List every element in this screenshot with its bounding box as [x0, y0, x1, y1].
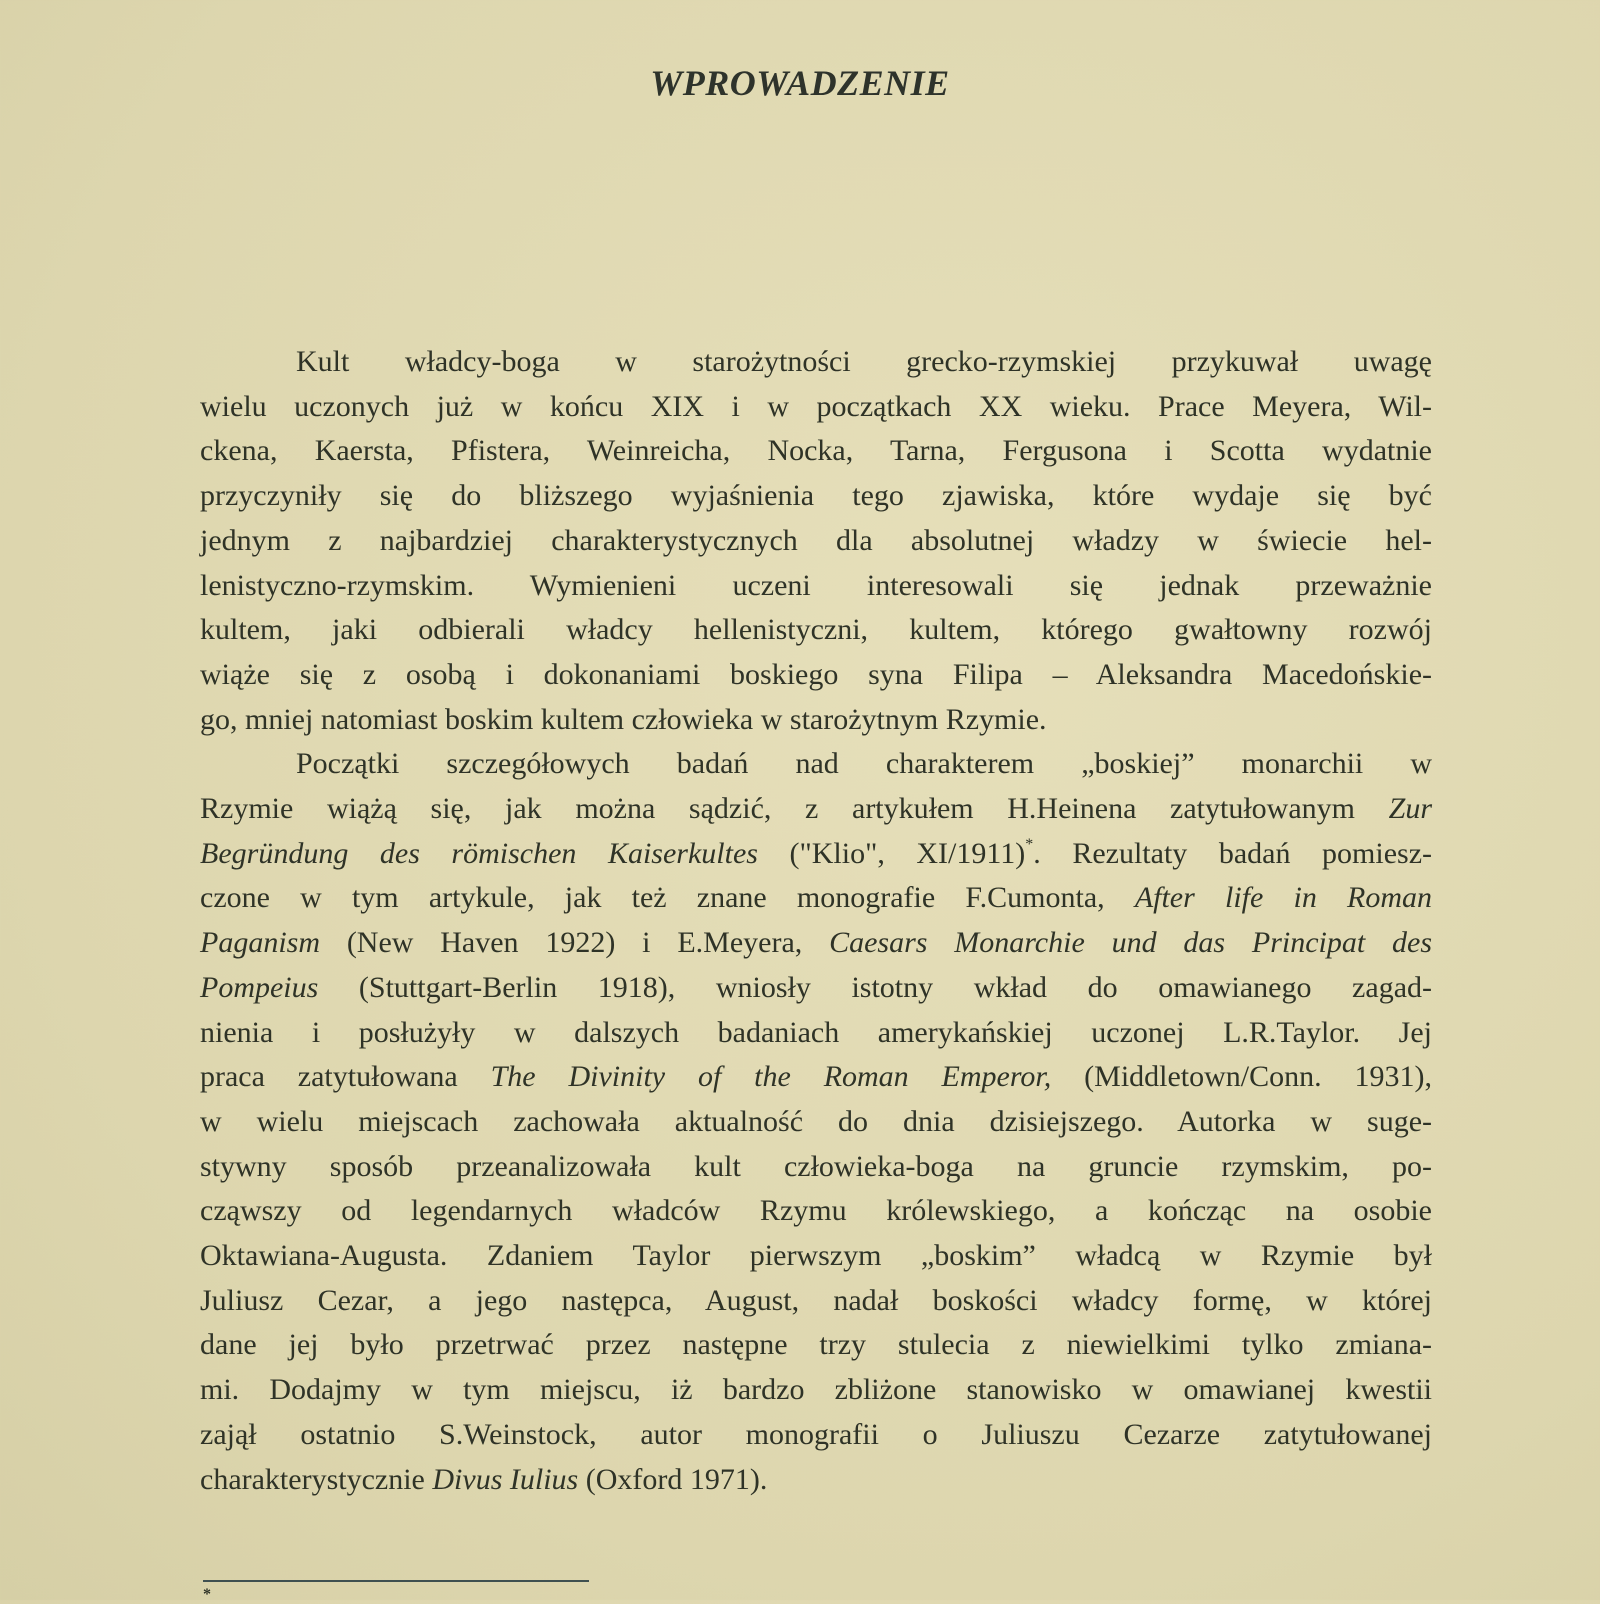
- footnote-divider: [203, 1580, 589, 1582]
- text-line: zajął ostatnio S.Weinstock, autor monografii o Juliuszu Cezarze zatytułowanej: [200, 1417, 1432, 1451]
- book-title: Pompeius: [200, 970, 319, 1004]
- book-title: Caesars Monarchie und das Principat des: [829, 926, 1432, 960]
- text-line: jednym z najbardziej charakterystycznych dla absolutnej władzy w świecie hel-: [200, 523, 1432, 557]
- text-run: Rzymie wiążą się, jak można sądzić, z artykułem H.Heinena zatytułowanym: [200, 792, 1389, 826]
- text-run: (New Haven 1922) i E.Meyera,: [320, 926, 830, 960]
- text-line: [200, 921, 1432, 966]
- text-line: ckena, Kaersta, Pfistera, Weinreicha, Nocka, Tarna, Fergusona i Scotta wydatnie: [200, 434, 1432, 468]
- text-line: dane jej było przetrwać przez następne trzy stulecia z niewielkimi tylko zmiana-: [200, 1328, 1432, 1362]
- book-title: After life in Roman: [1134, 881, 1432, 915]
- text-run: (Stuttgart-Berlin 1918), wniosły istotny wkład do omawianego zagad-: [318, 970, 1432, 1004]
- paragraph-1: [200, 340, 1432, 742]
- book-title: Zur: [1388, 792, 1432, 826]
- book-title: Divus Iulius: [432, 1462, 579, 1496]
- text-line: [200, 832, 1432, 877]
- text-run: ("Klio", XI/1911): [757, 836, 1026, 870]
- text-line: go, mniej natomiast boskim kultem człowieka w starożytnym Rzymie.: [200, 702, 1047, 736]
- text-line: Kult władcy-boga w starożytności grecko-rzymskiej przykuwał uwagę: [296, 345, 1432, 378]
- text-line: nienia i posłużyły w dalszych badaniach amerykańskiej uczonej L.R.Taylor. Jej: [200, 1015, 1432, 1049]
- text-run: charakterystycznie: [200, 1462, 433, 1496]
- text-line: Początki szczegółowych badań nad charakterem „boskiej” monarchii w: [296, 747, 1432, 781]
- text-line: Oktawiana-Augusta. Zdaniem Taylor pierwszym „boskim” władcą w Rzymie był: [200, 1239, 1432, 1273]
- body-text: [200, 340, 1432, 1502]
- text-line: [200, 876, 1432, 921]
- text-line: [200, 1055, 1432, 1100]
- text-line: przyczyniły się do bliższego wyjaśnienia tego zjawiska, które wydaje się być: [200, 479, 1432, 513]
- text-run: praca zatytułowana: [200, 1060, 491, 1094]
- text-line: cząwszy od legendarnych władców Rzymu królewskiego, a kończąc na osobie: [200, 1194, 1432, 1228]
- book-title: Begründung des römischen Kaiserkultes: [200, 836, 758, 870]
- paragraph-2: [200, 742, 1432, 1502]
- text-line: [200, 787, 1432, 832]
- footnote-reference: *: [1025, 835, 1034, 853]
- text-run: (Oxford 1971).: [578, 1462, 768, 1496]
- text-line: lenistyczno-rzymskim. Wymienieni uczeni interesowali się jednak przeważnie: [200, 568, 1432, 602]
- text-line: wiąże się z osobą i dokonaniami boskiego syna Filipa – Aleksandra Macedońskie-: [200, 657, 1432, 691]
- text-run: czone w tym artykule, jak też znane monografie F.Cumonta,: [200, 881, 1135, 915]
- text-line: [200, 966, 1432, 1011]
- text-run: (Middletown/Conn. 1931),: [1051, 1060, 1432, 1094]
- text-line: wielu uczonych już w końcu XIX i w początkach XX wieku. Prace Meyera, Wil-: [200, 389, 1432, 423]
- text-line: w wielu miejscach zachowała aktualność do dnia dzisiejszego. Autorka w suge-: [200, 1104, 1432, 1138]
- book-title: Paganism: [200, 926, 320, 960]
- text-line: Juliusz Cezar, a jego następca, August, nadał boskości władcy formę, w której: [200, 1283, 1432, 1317]
- text-line: stywny sposób przeanalizowała kult człowieka-boga na gruncie rzymskim, po-: [200, 1149, 1432, 1183]
- text-line: [200, 1458, 1432, 1503]
- text-run: . Rezultaty badań pomiesz-: [1033, 836, 1432, 870]
- chapter-heading: WPROWADZENIE: [650, 63, 950, 103]
- footnote-mark: *: [203, 1586, 211, 1603]
- book-title: The Divinity of the Roman Emperor,: [490, 1060, 1052, 1094]
- text-line: mi. Dodajmy w tym miejscu, iż bardzo zbliżone stanowisko w omawianej kwestii: [200, 1373, 1432, 1407]
- text-line: kultem, jaki odbierali władcy hellenistyczni, kultem, którego gwałtowny rozwój: [200, 613, 1432, 647]
